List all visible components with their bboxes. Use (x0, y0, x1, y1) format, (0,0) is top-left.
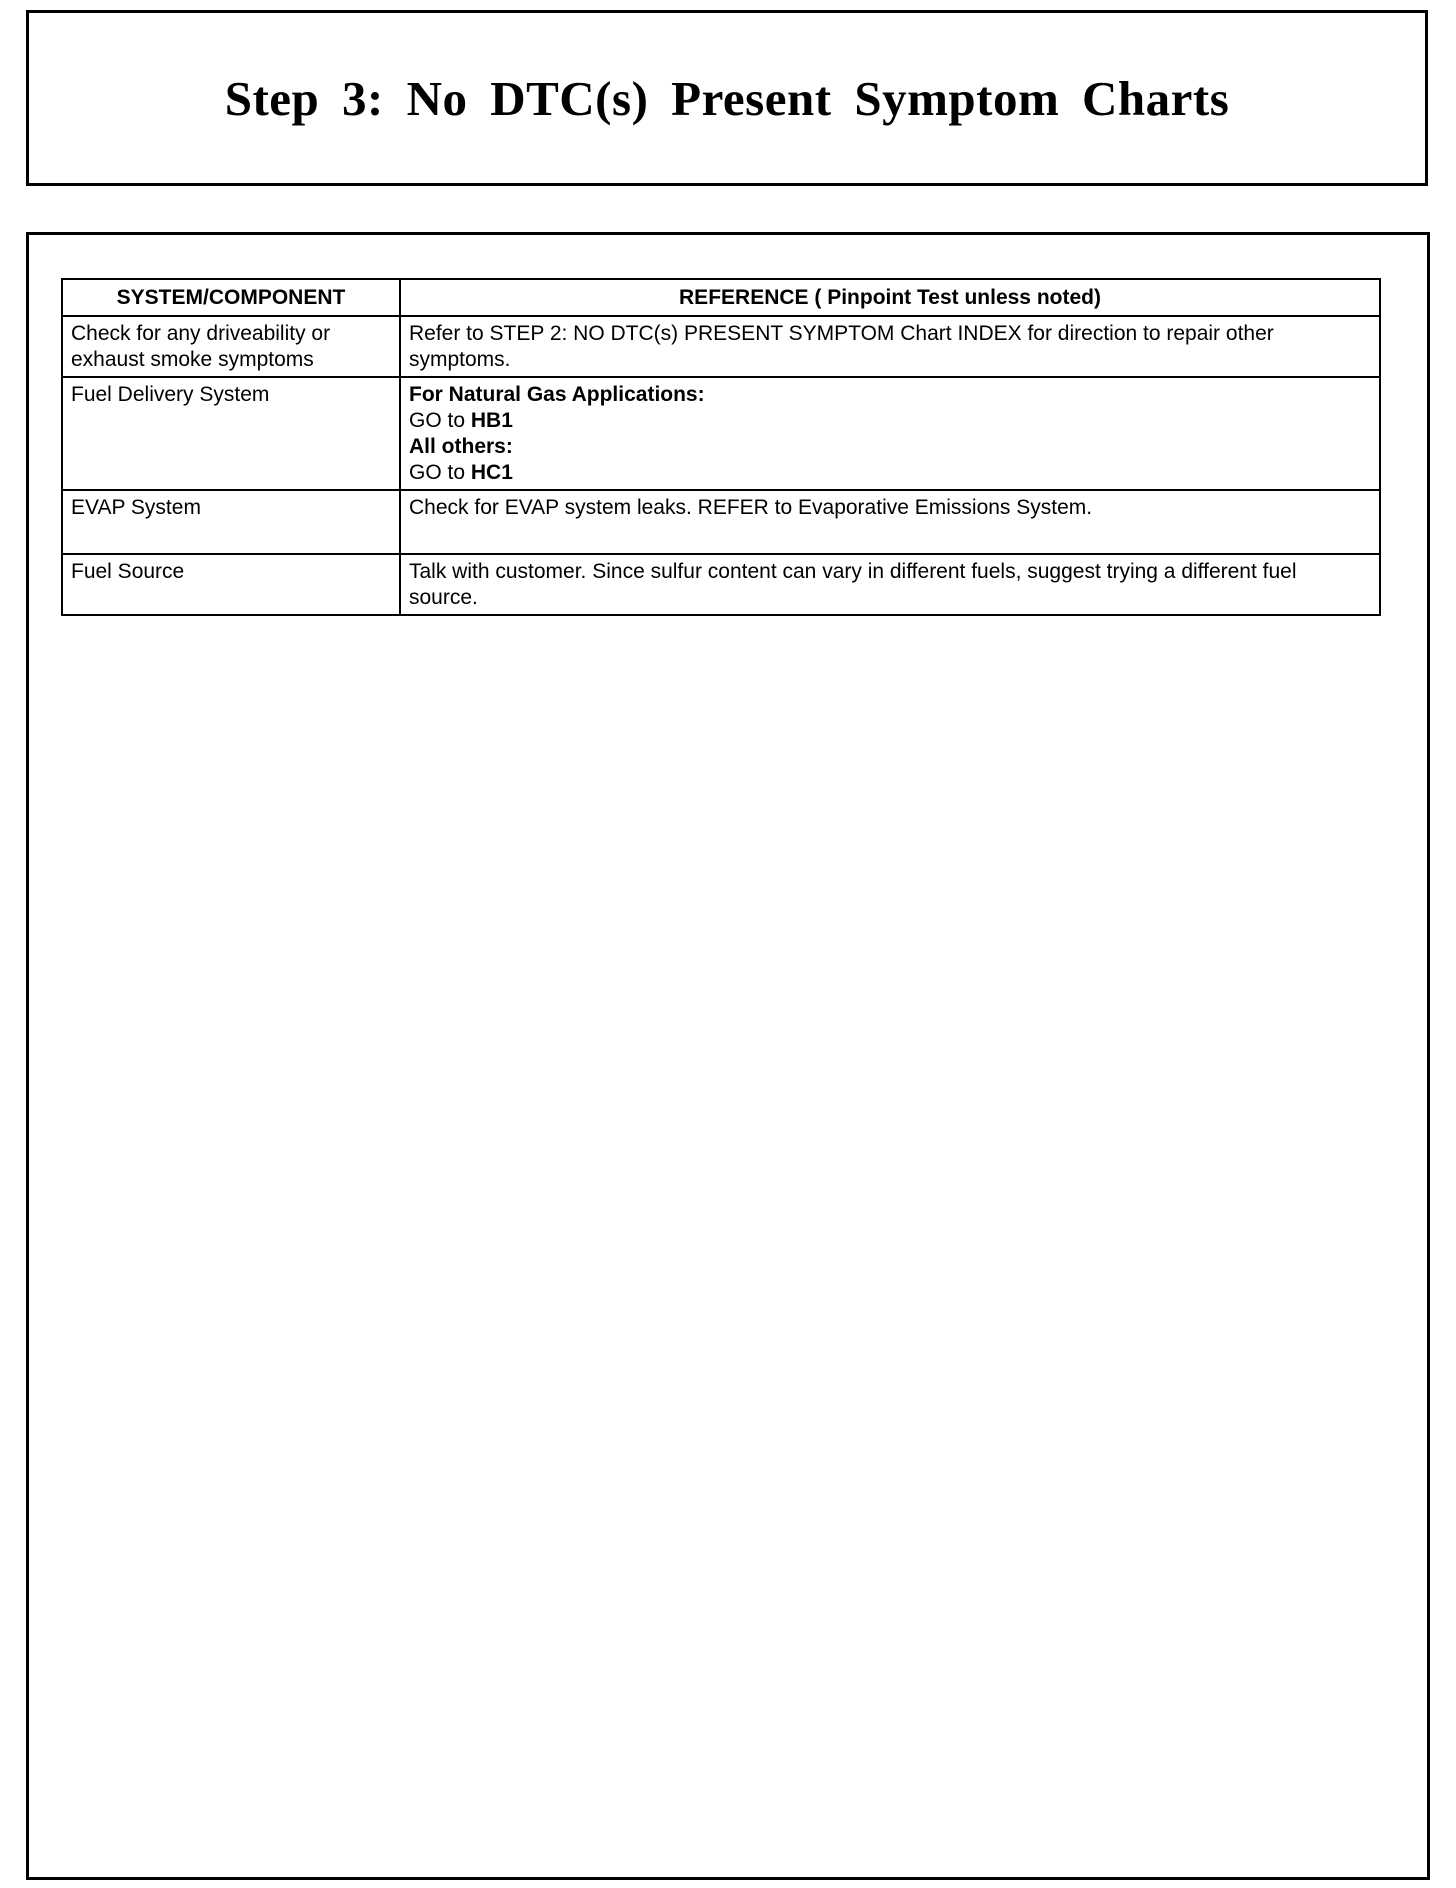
reference-line-bold: HB1 (470, 409, 513, 432)
column-header-reference: REFERENCE ( Pinpoint Test unless noted) (400, 279, 1380, 316)
reference-cell (400, 377, 1380, 490)
component-cell: Fuel Source (62, 554, 400, 615)
reference-cell: Talk with customer. Since sulfur content can vary in different fuels, suggest trying a different fuel source. (400, 554, 1380, 615)
table-row (62, 316, 1380, 377)
reference-line (409, 460, 1371, 486)
column-header-system-component: SYSTEM/COMPONENT (62, 279, 400, 316)
component-cell: EVAP System (62, 490, 400, 554)
reference-line (409, 434, 1371, 460)
table-row (62, 490, 1380, 554)
reference-line-prefix: GO to (409, 409, 471, 432)
table-row (62, 554, 1380, 615)
reference-line (409, 382, 1371, 408)
reference-cell: Check for EVAP system leaks. REFER to Evaporative Emissions System. (400, 490, 1380, 554)
page-title: Step 3: No DTC(s) Present Symptom Charts (224, 70, 1230, 126)
reference-line-bold: All others: (409, 435, 513, 458)
title-box (26, 10, 1428, 186)
reference-cell: Refer to STEP 2: NO DTC(s) PRESENT SYMPTOM Chart INDEX for direction to repair other symptoms. (400, 316, 1380, 377)
content-box (26, 232, 1430, 1880)
table-header-row (62, 279, 1380, 316)
reference-line-bold: HC1 (470, 461, 513, 484)
component-cell: Check for any driveability or exhaust smoke symptoms (62, 316, 400, 377)
table-row (62, 377, 1380, 490)
component-cell: Fuel Delivery System (62, 377, 400, 490)
reference-line (409, 408, 1371, 434)
symptom-chart-table (61, 278, 1381, 616)
reference-line-prefix: GO to (409, 461, 471, 484)
reference-line-bold: For Natural Gas Applications: (409, 383, 705, 406)
